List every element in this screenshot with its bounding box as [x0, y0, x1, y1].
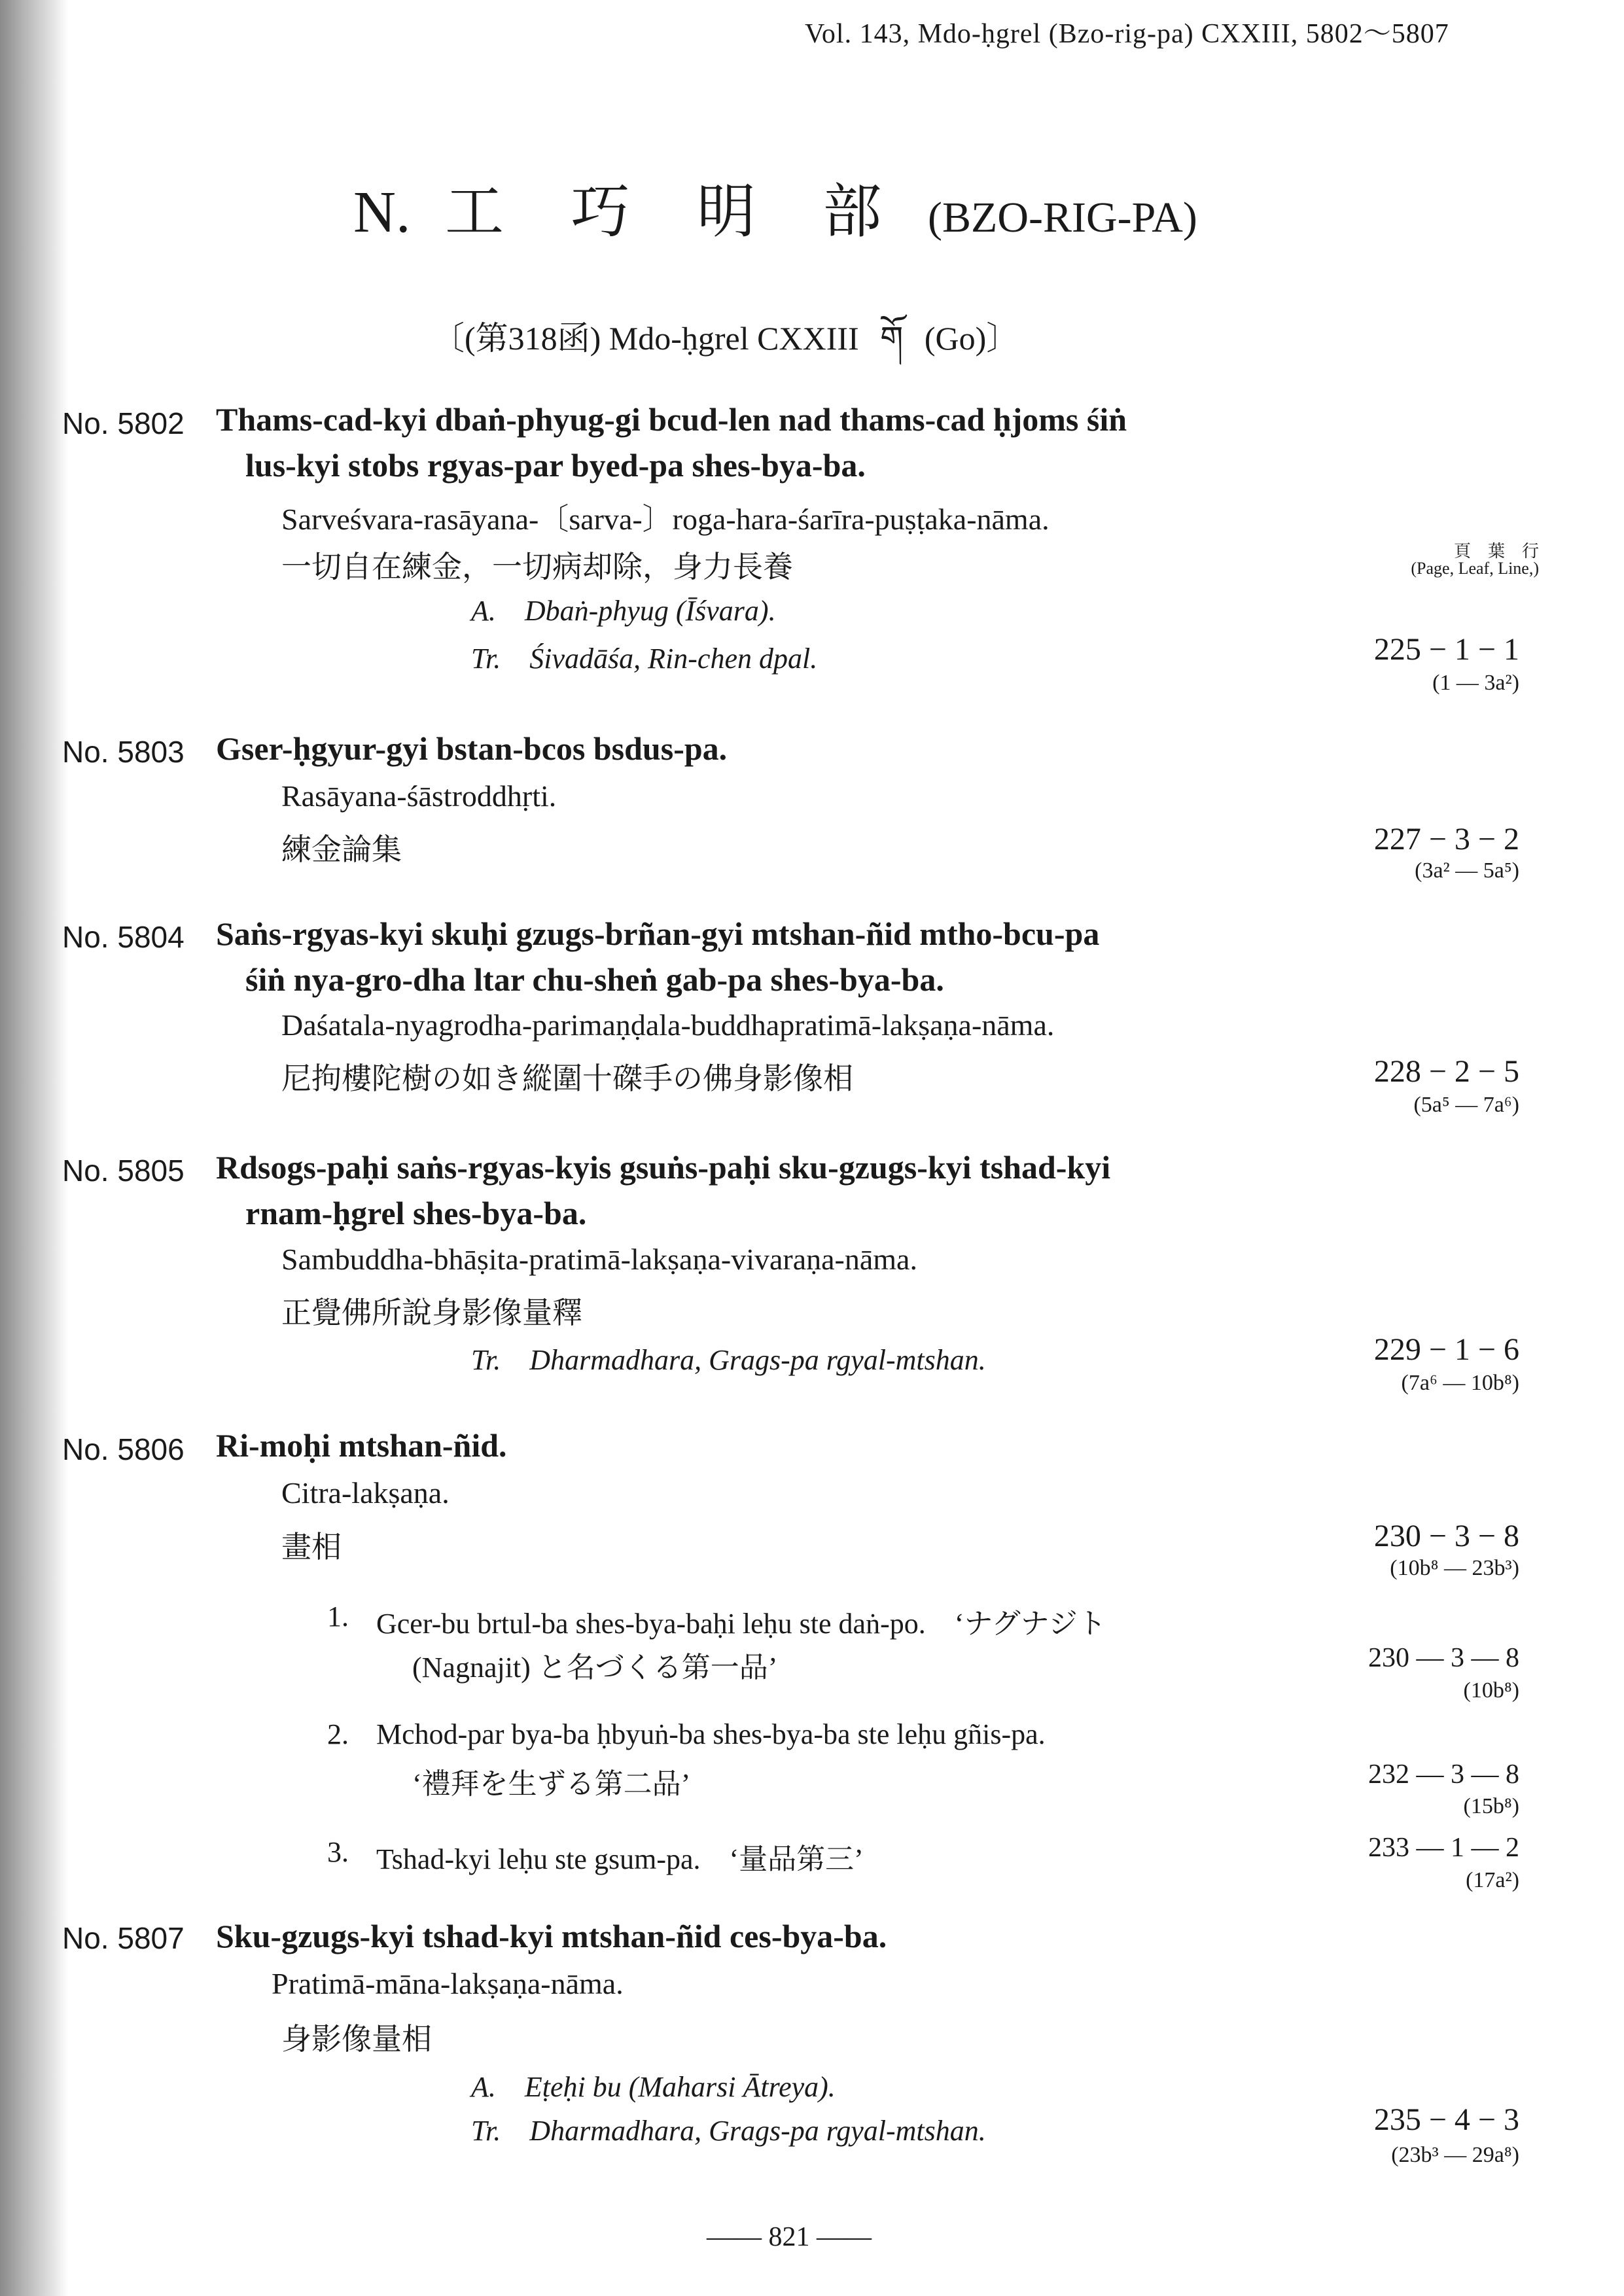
- tibetan-title-line1: Gser-ḥgyur-gyi bstan-bcos bsdus-pa.: [216, 730, 728, 767]
- chapter-page-leaf-line: 233 — 1 — 2: [1368, 1833, 1519, 1863]
- chapter-line1: Gcer-bu brtul-ba shes-bya-baḥi leḥu ste daṅ-po. ‘ナグナジト: [376, 1608, 1106, 1640]
- folio-range: (23b³ — 29a⁸): [1391, 2143, 1519, 2167]
- chapter-line2: ‘禮拜を生ずる第二品’: [412, 1768, 691, 1800]
- chapter-folio: (15b⁸): [1463, 1794, 1519, 1818]
- tibetan-title-line2: rnam-ḥgrel shes-bya-ba.: [245, 1195, 587, 1231]
- tibetan-title-line2: śiṅ nya-gro-dha ltar chu-sheṅ gab-pa shes-bya-ba.: [245, 961, 944, 998]
- folio-range: (3a² — 5a⁵): [1415, 858, 1519, 883]
- folio-range: (10b⁸ — 23b³): [1390, 1556, 1519, 1580]
- translator: Tr. Dharmadhara, Grags-pa rgyal-mtshan.: [471, 2115, 986, 2147]
- entry-number: No. 5802: [62, 406, 185, 440]
- entry-number: No. 5805: [62, 1154, 185, 1188]
- tibetan-title-line1: Saṅs-rgyas-kyi skuḥi gzugs-brñan-gyi mtshan-ñid mtho-bcu-pa: [216, 915, 1100, 952]
- page-leaf-line: 227 − 3 − 2: [1373, 822, 1519, 857]
- sanskrit-title: Pratimā-māna-lakṣaṇa-nāma.: [272, 1967, 624, 2000]
- page-leaf-line: 229 − 1 − 6: [1373, 1332, 1519, 1367]
- tibetan-letter: གོ: [880, 319, 904, 357]
- chapter-line1: Tshad-kyi leḥu ste gsum-pa. ‘量品第三’: [376, 1843, 864, 1875]
- sanskrit-title: Sarveśvara-rasāyana-〔sarva-〕roga-hara-śarīra-puṣṭaka-nāma.: [281, 503, 1050, 536]
- author: A. Dbaṅ-phyug (Īśvara).: [471, 595, 776, 627]
- running-header: Vol. 143, Mdo-ḥgrel (Bzo-rig-pa) CXXIII, 5802〜5807: [805, 19, 1449, 49]
- section-title: [353, 164, 1197, 249]
- sanskrit-title: Daśatala-nyagrodha-parimaṇḍala-buddhapratimā-lakṣaṇa-nāma.: [281, 1008, 1055, 1042]
- section-title-roman: (BZO-RIG-PA): [928, 194, 1197, 241]
- chapter-line2: (Nagnajit) と名づくる第一品’: [412, 1651, 778, 1684]
- subtitle-close: (Go)〕: [924, 320, 1019, 357]
- tibetan-title-line1: Thams-cad-kyi dbaṅ-phyug-gi bcud-len nad thams-cad ḥjoms śiṅ: [216, 401, 1127, 438]
- japanese-title: 一切自在練金，一切病却除，身力長養: [281, 549, 793, 584]
- page-number: —— 821 ——: [707, 2222, 872, 2252]
- chapter-line1: Mchod-par bya-ba ḥbyuṅ-ba shes-bya-ba ste leḥu gñis-pa.: [376, 1718, 1046, 1750]
- entry-number: No. 5807: [62, 1921, 185, 1955]
- column-label: [1411, 543, 1539, 577]
- section-title-kanji: 工 巧 明 部: [445, 180, 908, 245]
- chapter-number: 2.: [327, 1718, 349, 1750]
- subtitle-open: 〔(第318函) Mdo-ḥgrel CXXIII: [432, 320, 859, 357]
- japanese-title: 正覺佛所說身影像量釋: [281, 1295, 582, 1330]
- tibetan-title-line1: Ri-moḥi mtshan-ñid.: [216, 1427, 507, 1464]
- tibetan-title-line2: lus-kyi stobs rgyas-par byed-pa shes-bya-ba.: [245, 447, 866, 484]
- author: A. Eṭeḥi bu (Maharsi Ātreya).: [471, 2071, 836, 2103]
- sanskrit-title: Rasāyana-śāstroddhṛti.: [281, 779, 557, 813]
- chapter-page-leaf-line: 232 — 3 — 8: [1368, 1759, 1519, 1790]
- chapter-number: 1.: [327, 1600, 349, 1633]
- japanese-title: 尼拘樓陀樹の如き縱圍十磔手の佛身影像相: [281, 1061, 853, 1096]
- folio-range: (1 — 3a²): [1432, 671, 1519, 695]
- chapter-page-leaf-line: 230 — 3 — 8: [1368, 1643, 1519, 1673]
- section-letter: N.: [353, 180, 411, 245]
- entry-number: No. 5804: [62, 920, 185, 954]
- sanskrit-title: Citra-lakṣaṇa.: [281, 1476, 450, 1510]
- chapter-folio: (17a²): [1466, 1868, 1519, 1892]
- page-leaf-line: 235 − 4 − 3: [1373, 2102, 1519, 2137]
- sanskrit-title: Sambuddha-bhāṣita-pratimā-lakṣaṇa-vivaraṇa-nāma.: [281, 1243, 917, 1276]
- chapter-number: 3.: [327, 1836, 349, 1868]
- translator: Tr. Dharmadhara, Grags-pa rgyal-mtshan.: [471, 1344, 986, 1376]
- column-label-jp: 頁 葉 行: [1453, 542, 1539, 561]
- tibetan-title-line1: Sku-gzugs-kyi tshad-kyi mtshan-ñid ces-bya-ba.: [216, 1918, 887, 1954]
- japanese-title: 畫相: [281, 1529, 342, 1564]
- chapter-folio: (10b⁸): [1463, 1678, 1519, 1703]
- page-edge-shadow: [0, 0, 69, 2296]
- folio-range: (5a⁵ — 7a⁶): [1413, 1093, 1519, 1117]
- translator: Tr. Śivadāśa, Rin-chen dpal.: [471, 643, 818, 675]
- page-leaf-line: 228 − 2 − 5: [1373, 1054, 1519, 1089]
- entry-number: No. 5803: [62, 735, 185, 769]
- page-leaf-line: 225 − 1 − 1: [1373, 632, 1519, 667]
- japanese-title: 身影像量相: [281, 2021, 432, 2057]
- tibetan-title-line1: Rdsogs-paḥi saṅs-rgyas-kyis gsuṅs-paḥi sku-gzugs-kyi tshad-kyi: [216, 1149, 1111, 1186]
- entry-number: No. 5806: [62, 1432, 185, 1466]
- column-label-en: (Page, Leaf, Line,): [1411, 559, 1539, 578]
- volume-subtitle: [432, 302, 1019, 394]
- japanese-title: 練金論集: [281, 832, 402, 867]
- page-leaf-line: 230 − 3 − 8: [1373, 1519, 1519, 1553]
- folio-range: (7a⁶ — 10b⁸): [1401, 1371, 1519, 1395]
